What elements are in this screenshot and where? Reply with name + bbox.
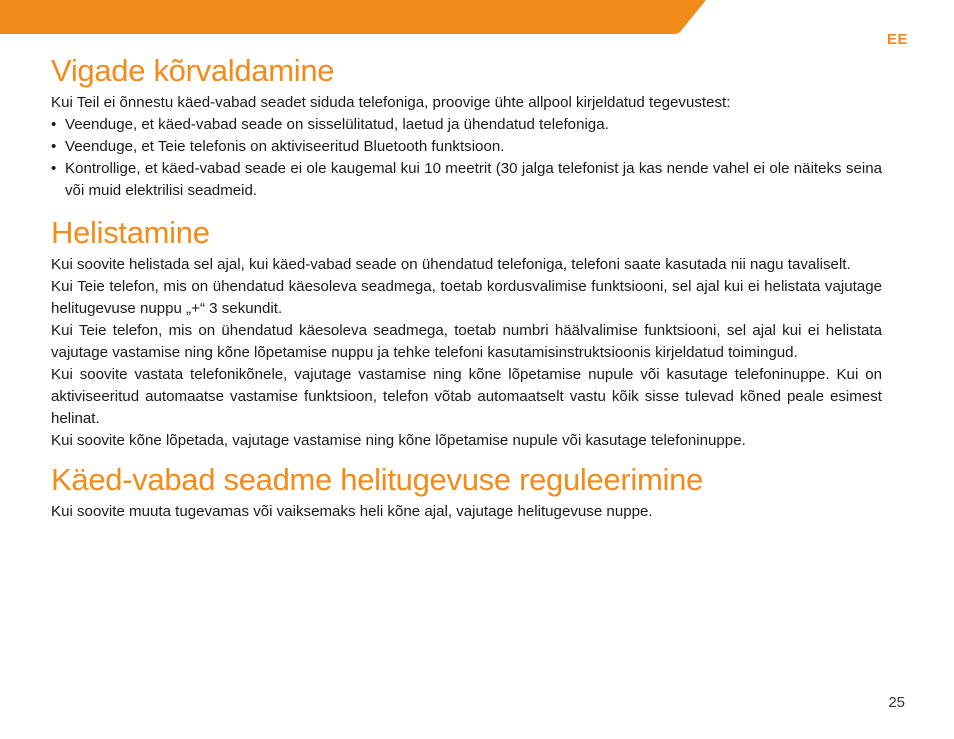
list-item: • Veenduge, et käed-vabad seade on sisselülitatud, laetud ja ühendatud telefoniga.	[51, 116, 609, 133]
troubleshooting-intro: Kui Teil ei õnnestu käed-vabad seadet siduda telefoniga, proovige ühte allpool kirjeldatud tegevustest:	[51, 94, 731, 111]
calling-paragraph: Kui Teie telefon, mis on ühendatud käesoleva seadmega, toetab kordusvalimise funktsiooni, sel ajal kui ei helistata vajutage helitugevuse nuppu „+“ 3 sekundit.	[51, 278, 882, 317]
language-code-badge: EE	[886, 31, 908, 48]
page-content	[51, 52, 882, 523]
calling-paragraph: Kui soovite vastata telefonikõnele, vajutage vastamise ning kõne lõpetamise nupule või kasutage telefoninuppe. Kui on aktiviseeritud automaatse vastamise funktsioon, telefon võtab automaatselt vastu kõik sisse tulevad kõned peale esimest helinat.	[51, 366, 882, 427]
volume-paragraph: Kui soovite muuta tugevamas või vaiksemaks heli kõne ajal, vajutage helitugevuse nuppe.	[51, 503, 653, 520]
section-title-calling: Helistamine	[51, 215, 210, 250]
section-title-troubleshooting: Vigade kõrvaldamine	[51, 53, 335, 88]
section-title-volume-adjustment: Käed-vabad seadme helitugevuse reguleerimine	[51, 462, 703, 497]
orange-header-band	[0, 0, 954, 34]
list-item: • Kontrollige, et käed-vabad seade ei ole kaugemal kui 10 meetrit (30 jalga telefonist ja kas nende vahel ei ole näiteks seina või muid elektrilisi seadmeid.	[51, 160, 882, 199]
calling-paragraph: Kui soovite kõne lõpetada, vajutage vastamise ning kõne lõpetamise nupule või kasutage telefoninuppe.	[51, 432, 746, 449]
troubleshooting-list	[51, 114, 882, 202]
list-item: • Veenduge, et Teie telefonis on aktiviseeritud Bluetooth funktsioon.	[51, 138, 505, 155]
calling-paragraph: Kui Teie telefon, mis on ühendatud käesoleva seadmega, toetab numbri häälvalimise funktsiooni, sel ajal kui ei helistata vajutage vastamise ning kõne lõpetamise nuppu ja tehke telefoni kasutamisinstruktsioonis kirjeldatud toimingud.	[51, 322, 882, 361]
page-number: 25	[888, 694, 905, 711]
calling-paragraph: Kui soovite helistada sel ajal, kui käed-vabad seade on ühendatud telefoniga, telefoni saate kasutada nii nagu tavaliselt.	[51, 256, 851, 273]
